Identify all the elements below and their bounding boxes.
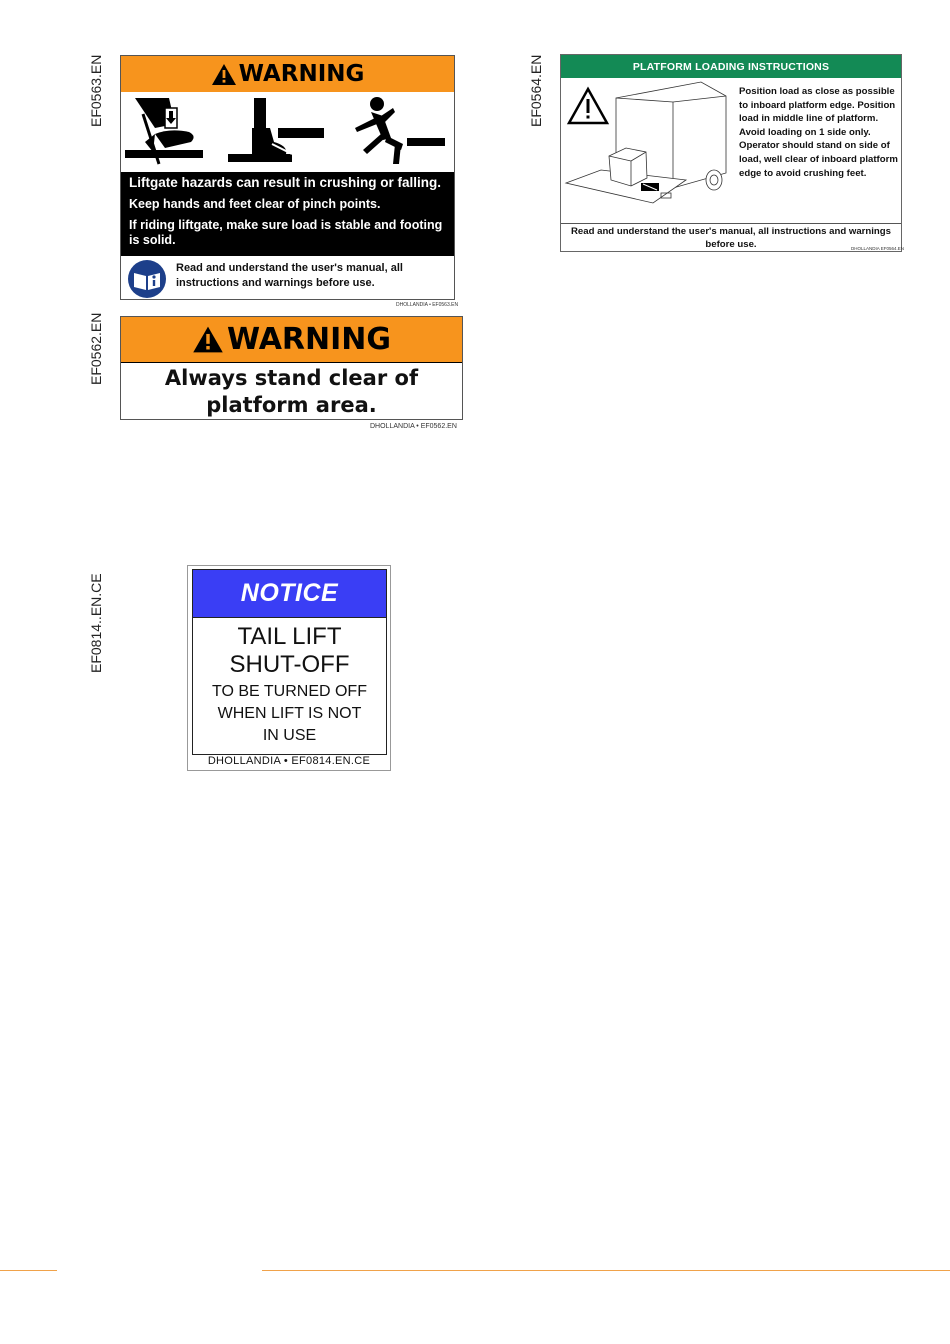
code-ef0814: DHOLLANDIA • EF0814.EN.CE [207, 755, 371, 767]
warning-header [121, 317, 462, 363]
manual-notice [121, 256, 454, 301]
manual-book-icon [127, 259, 167, 299]
notice-title-line-2: SHUT-OFF [229, 651, 350, 678]
label-ef0562: EF0562.EN [88, 312, 104, 385]
warning-body [121, 363, 462, 420]
notice-panel [192, 569, 387, 755]
hazard-line-3: If riding liftgate, make sure load is stable and footing is solid. [129, 217, 443, 248]
code-ef0564: DHOLLANDIA EF0564.EN [851, 246, 905, 251]
hazard-pictograms [121, 92, 454, 172]
loading-header: PLATFORM LOADING INSTRUCTIONS [561, 55, 901, 78]
notice-body-line-3: IN USE [262, 727, 317, 744]
sticker-ef0563 [120, 55, 455, 300]
warning-title: WARNING [238, 61, 365, 87]
notice-body-line-2: WHEN LIFT IS NOT [217, 705, 362, 722]
warning-triangle-icon [211, 63, 237, 86]
notice-title-line-1: TAIL LIFT [237, 623, 342, 650]
hazard-text-panel [121, 172, 454, 256]
manual-text: Read and understand the user's manual, all instructions and warnings before use. [176, 262, 403, 290]
hazard-line-2: Keep hands and feet clear of pinch points. [129, 196, 381, 211]
notice-title [193, 623, 386, 679]
truck-platform-icon [561, 78, 736, 223]
sticker-ef0562 [120, 316, 463, 420]
code-ef0562: DHOLLANDIA • EF0562.EN [370, 423, 457, 430]
falling-person-icon [347, 94, 447, 170]
loading-footer: Read and understand the user's manual, all instructions and warnings before use. [561, 223, 901, 253]
notice-header: NOTICE [193, 570, 386, 618]
hazard-line-1: Liftgate hazards can result in crushing or falling. [129, 175, 442, 190]
warning-body-line-2: platform area. [206, 393, 377, 418]
warning-triangle-icon [192, 325, 224, 354]
warning-body-line-1: Always stand clear of [164, 366, 419, 390]
label-ef0564: EF0564.EN [528, 54, 544, 127]
footer-rule-left [0, 1270, 57, 1271]
warning-header [121, 56, 454, 93]
hand-crush-icon [125, 94, 207, 170]
label-ef0563: EF0563.EN [88, 54, 104, 127]
loading-instructions: Position load as close as possible to inboard platform edge. Position load in middle line of platform. Avoid loading on 1 side only. Operator should stand on side of load, well clear of inboard platform edge to avoid crushing feet. [739, 86, 898, 179]
warning-title: WARNING [226, 322, 392, 357]
foot-crush-icon [226, 94, 326, 170]
sticker-ef0814 [187, 565, 391, 771]
notice-body [193, 681, 386, 747]
code-ef0563: DHOLLANDIA • EF0563.EN [396, 302, 459, 308]
loading-illustration [561, 78, 736, 223]
label-ef0814: EF0814..EN.CE [88, 573, 104, 673]
sticker-ef0564 [560, 54, 905, 252]
notice-body-line-1: TO BE TURNED OFF [212, 683, 367, 700]
footer-rule-right [262, 1270, 950, 1271]
